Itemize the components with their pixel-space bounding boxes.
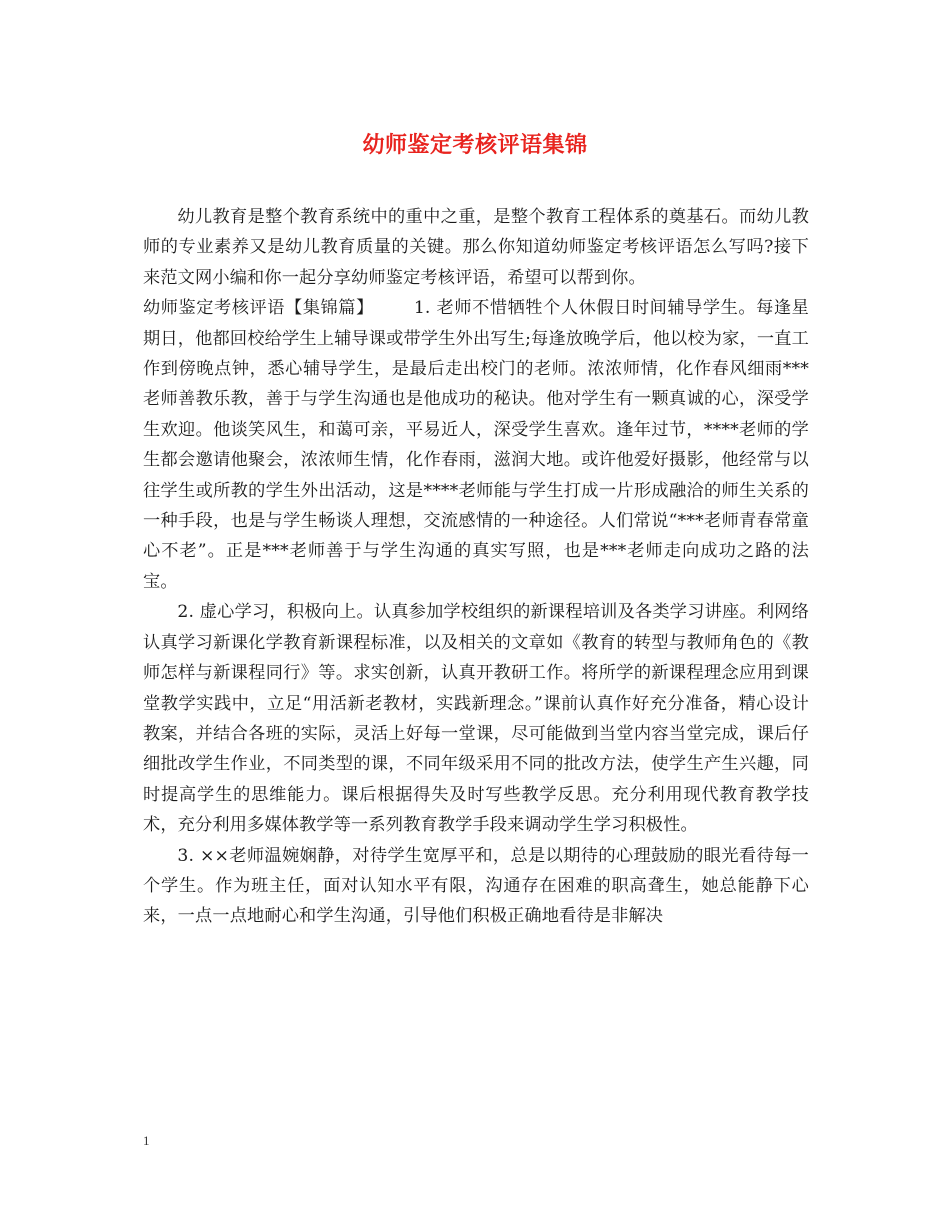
intro-paragraph: 幼儿教育是整个教育系统中的重中之重，是整个教育工程体系的奠基石。而幼儿教师的专业素养又是幼儿教育质量的关键。那么你知道幼师鉴定考核评语怎么写吗?接下来范文网小编和你一起分享幼师鉴定考核评语，希望可以帮到你。: [143, 207, 809, 288]
paragraph-2: 2. 虚心学习，积极向上。认真参加学校组织的新课程培训及各类学习讲座。利网络认真学习新课化学教育新课程标准，以及相关的文章如《教育的转型与教师角色的《教师怎样与新课程同行》等。求实创新，认真开教研工作。将所学的新课程理念应用到课堂教学实践中，立足“用活新老教材，实践新理念。”课前认真作好充分准备，精心设计教案，并结合各班的实际，灵活上好每一堂课，尽可能做到当堂内容当堂完成，课后仔细批改学生作业，不同类型的课，不同年级采用不同的批改方法，使学生产生兴趣，同时提高学生的思维能力。课后根据得失及时写些教学反思。充分利用现代教育教学技术，充分利用多媒体教学等一系列教育教学手段来调动学生学习积极性。: [143, 602, 809, 836]
page-number: 1: [143, 1133, 150, 1148]
document-body: [143, 202, 809, 932]
document-title: 幼师鉴定考核评语集锦: [362, 132, 588, 158]
paragraph-1-text: 1. 老师不惜牺牲个人休假日时间辅导学生。每逢星期日，他都回校给学生上辅导课或带学生外出写生;每逢放晚学后，他以校为家，一直工作到傍晚点钟，悉心辅导学生，是最后走出校门的老师。浓浓师情，化作春风细雨***老师善教乐教，善于与学生沟通也是他成功的秘诀。他对学生有一颗真诚的心，深受学生欢迎。他谈笑风生，和蔼可亲，平易近人，深受学生喜欢。逢年过节，****老师的学生都会邀请他聚会，浓浓师生情，化作春雨，滋润大地。或许他爱好摄影，他经常与以往学生或所教的学生外出活动，这是****老师能与学生打成一片形成融洽的师生关系的一种手段，也是与学生畅谈人理想，交流感情的一种途径。人们常说“***老师青春常童心不老”。正是***老师善于与学生沟通的真实写照，也是***老师走向成功之路的法宝。: [143, 298, 810, 592]
section-heading: 幼师鉴定考核评语【集锦篇】: [143, 298, 374, 319]
section-paragraph-1: [143, 293, 809, 597]
paragraph-3: 3. ××老师温婉娴静，对待学生宽厚平和，总是以期待的心理鼓励的眼光看待每一个学生。作为班主任，面对认知水平有限，沟通存在困难的职高聋生，她总能静下心来，一点一点地耐心和学生沟通，引导他们积极正确地看待是非解决: [143, 845, 809, 927]
